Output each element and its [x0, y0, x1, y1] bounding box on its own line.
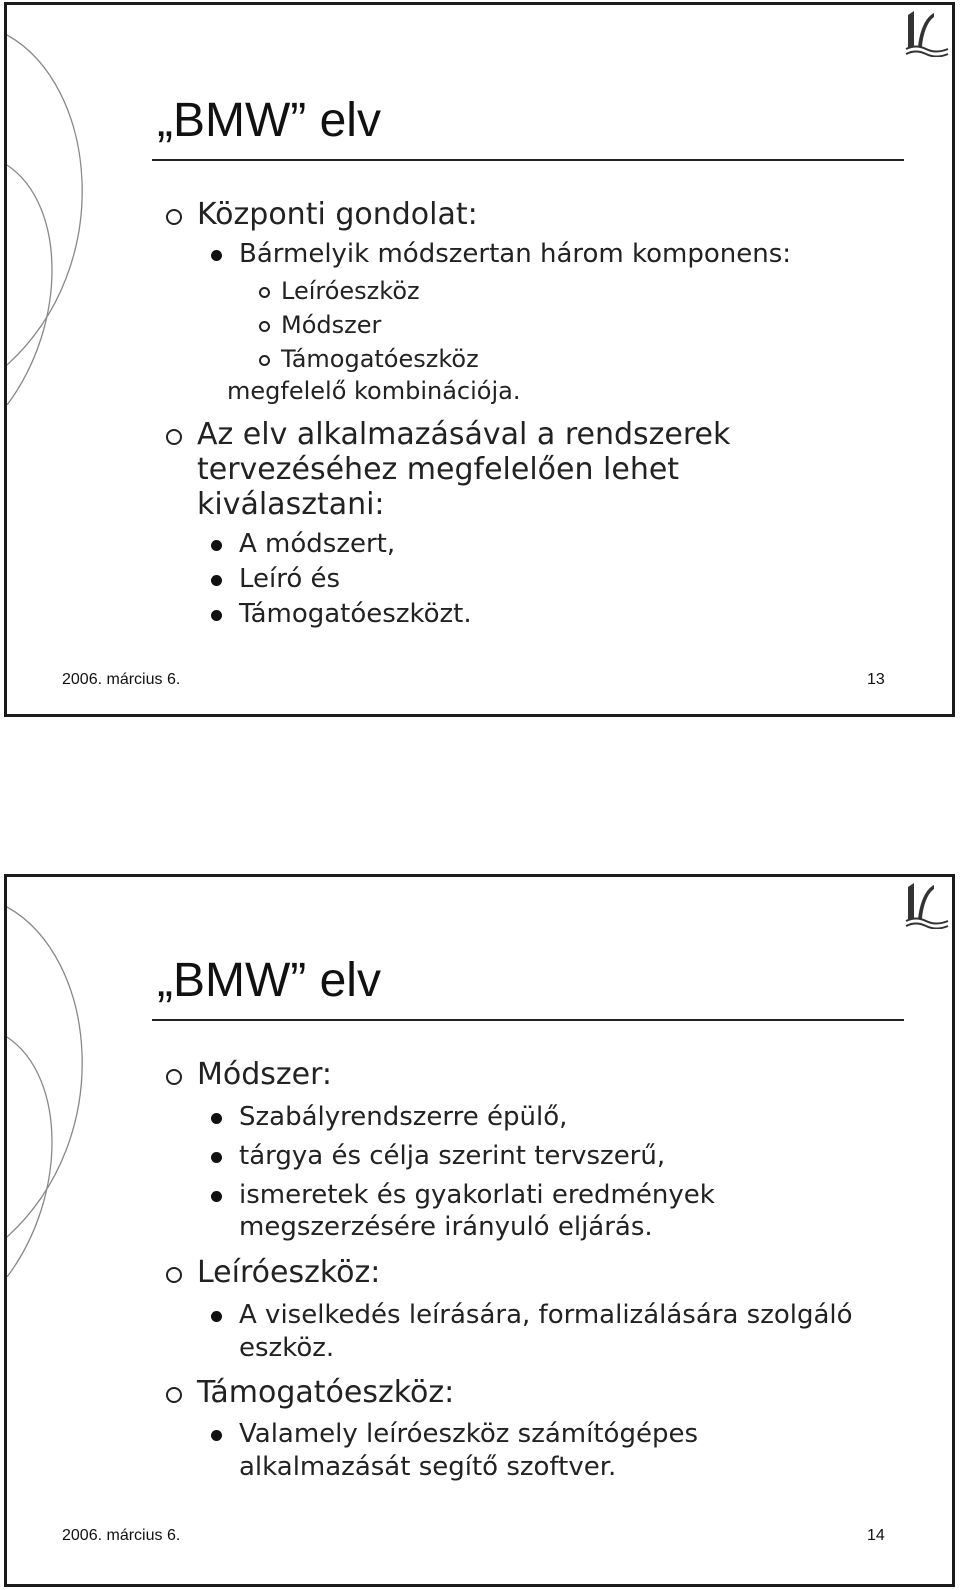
slide-title: „BMW” elv [157, 954, 381, 1007]
sub-bullet [239, 1419, 698, 1449]
dot-bullet-icon [211, 610, 222, 621]
sub-bullet-continuation: eszköz. [239, 1333, 335, 1363]
bullet-text: Módszer [281, 311, 382, 339]
sub-bullet [239, 1102, 567, 1132]
dot-bullet-icon [211, 1191, 222, 1202]
bullet-text: Támogatóeszköz [281, 345, 479, 373]
bullet-text: Leíró és [239, 564, 341, 594]
sub-bullet [239, 529, 395, 559]
bullet-text: Szabályrendszerre épülő, [239, 1102, 568, 1132]
slide-14 [4, 874, 955, 1587]
bridge-logo-icon [904, 7, 950, 57]
bullet-text: A viselkedés leírására, formalizálására szolgáló [239, 1300, 853, 1330]
sub-bullet [239, 564, 340, 594]
circle-bullet-icon [259, 321, 270, 332]
circle-bullet-icon [166, 429, 182, 445]
bullet-text: Valamely leíróeszköz számítógépes [239, 1419, 698, 1449]
page-number: 13 [867, 671, 885, 688]
circle-bullet-icon [166, 1267, 182, 1283]
dot-bullet-icon [211, 1430, 222, 1441]
sub-sub-bullet [281, 345, 479, 373]
bullet-text: A módszert, [239, 529, 396, 559]
slide-title: „BMW” elv [157, 94, 381, 147]
sub-sub-bullet [281, 277, 420, 305]
sub-bullet [239, 1300, 853, 1330]
bullet-text: Központi gondolat: [197, 197, 478, 232]
decorative-arcs [7, 877, 127, 1277]
circle-bullet-icon [166, 209, 182, 225]
bullet-apply-principle [197, 417, 730, 452]
sub-bullet-continuation: megszerzésére irányuló eljárás. [239, 1212, 653, 1242]
bullet-text: Leíróeszköz: [197, 1255, 381, 1290]
dot-bullet-icon [211, 1311, 222, 1322]
sub-bullet [239, 599, 472, 629]
bullet-continuation: tervezéséhez megfelelően lehet [197, 452, 680, 487]
slide-13 [4, 2, 955, 717]
bullet-text: Módszer: [197, 1057, 333, 1092]
sub-bullet [239, 239, 791, 269]
dot-bullet-icon [211, 1113, 222, 1124]
title-divider [152, 159, 904, 161]
dot-bullet-icon [211, 575, 222, 586]
bullet-text: tárgya és célja szerint tervszerű, [239, 1141, 666, 1171]
circle-bullet-icon [166, 1069, 182, 1085]
dot-bullet-icon [211, 250, 222, 261]
bullet-continuation: kiválasztani: [197, 487, 385, 522]
bullet-text: Leíróeszköz [281, 277, 420, 305]
bullet-text: Az elv alkalmazásával a rendszerek [197, 417, 731, 452]
circle-bullet-icon [259, 287, 270, 298]
bullet-central-idea [197, 197, 478, 232]
bullet-text: Támogatóeszközt. [239, 599, 472, 629]
bullet-descriptor-tool [197, 1255, 380, 1290]
footer-date: 2006. március 6. [62, 1527, 181, 1544]
footer-date: 2006. március 6. [62, 671, 181, 688]
circle-bullet-icon [166, 1387, 182, 1403]
dot-bullet-icon [211, 1152, 222, 1163]
sub-bullet [239, 1180, 715, 1210]
title-divider [152, 1019, 904, 1021]
bridge-logo-icon [904, 879, 950, 929]
circle-bullet-icon [259, 355, 270, 366]
page-number: 14 [867, 1527, 885, 1544]
continuation-text: megfelelő kombinációja. [227, 377, 521, 405]
dot-bullet-icon [211, 540, 222, 551]
bullet-text: Bármelyik módszertan három komponens: [239, 239, 792, 269]
bullet-support-tool [197, 1375, 454, 1410]
bullet-text: Támogatóeszköz: [197, 1375, 455, 1410]
sub-sub-bullet [281, 311, 381, 339]
sub-bullet [239, 1141, 665, 1171]
decorative-arcs [7, 5, 127, 405]
bullet-method [197, 1057, 332, 1092]
bullet-text: ismeretek és gyakorlati eredmények [239, 1180, 715, 1210]
sub-bullet-continuation: alkalmazását segítő szoftver. [239, 1452, 617, 1482]
